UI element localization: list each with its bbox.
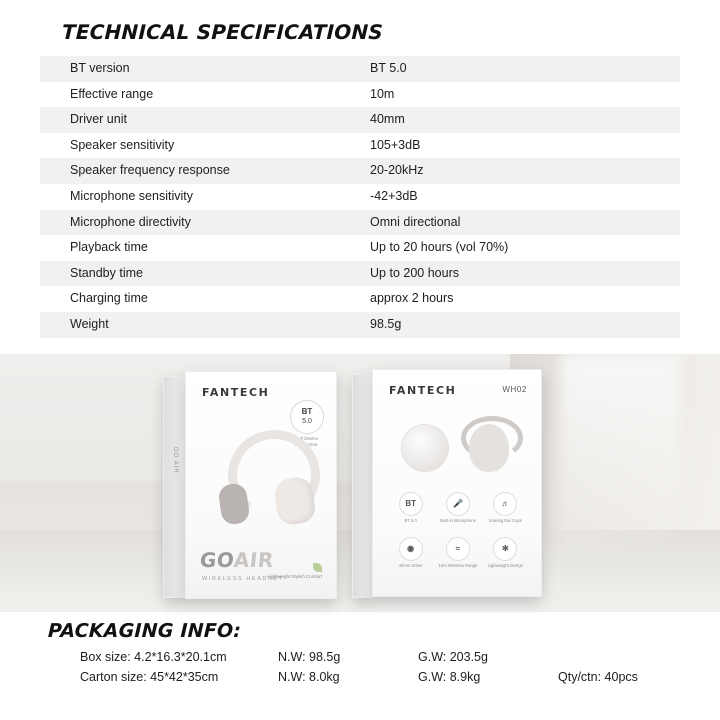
table-row — [40, 210, 680, 236]
bluetooth-icon: BT — [399, 492, 423, 516]
spec-value: 20-20kHz — [362, 158, 680, 184]
spec-key: Effective range — [40, 82, 362, 108]
table-row — [40, 184, 680, 210]
packaging-cell: N.W: 8.0kg — [278, 670, 340, 684]
product-box-front — [185, 371, 337, 599]
spec-key: Speaker frequency response — [40, 158, 362, 184]
feature-caption: 40mm Driver — [398, 563, 423, 569]
eco-tag — [267, 563, 322, 580]
table-row — [40, 158, 680, 184]
feature-caption: Built-in Microphone — [440, 518, 476, 523]
table-row — [40, 133, 680, 159]
packaging-cell: Qty/ctn: 40pcs — [558, 670, 638, 684]
model-label: WH02 — [502, 385, 527, 394]
earcup-shape — [401, 424, 449, 472]
spine-label: GO AIR — [172, 447, 178, 474]
table-row — [40, 56, 680, 82]
packaging-cell — [558, 650, 698, 664]
page-title: TECHNICAL SPECIFICATIONS — [61, 20, 384, 44]
feature-item — [482, 492, 529, 523]
driver-icon: ◉ — [399, 537, 423, 561]
spec-key: Microphone sensitivity — [40, 184, 362, 210]
brand-logo: FANTECH — [202, 386, 270, 399]
packaging-cell: G.W: 8.9kg — [418, 670, 481, 684]
eco-tag-label: Lightweight Stylish Comfort — [267, 574, 322, 579]
feature-caption: BT 5.0 — [404, 518, 417, 523]
packaging-row — [80, 670, 720, 684]
packaging-cell: G.W: 203.5g — [418, 650, 488, 664]
feature-caption: 10m Wireless Range — [438, 563, 478, 569]
feather-icon: ✻ — [493, 537, 517, 561]
box-spine-left — [163, 376, 186, 598]
feature-icon-grid — [387, 492, 529, 569]
spec-value: approx 2 hours — [362, 286, 680, 312]
spec-key: Weight — [40, 312, 362, 338]
table-row — [40, 261, 680, 287]
spec-key: Speaker sensitivity — [40, 133, 362, 159]
face-shape — [469, 424, 509, 472]
product-name — [199, 548, 275, 572]
spec-key: Charging time — [40, 286, 362, 312]
bluetooth-badge-caption: Dual Device Connection — [293, 436, 319, 447]
brand-logo: FANTECH — [389, 384, 457, 397]
spec-value: 98.5g — [362, 312, 680, 338]
headphone-icon: ♬ — [493, 492, 517, 516]
headphone-product-illustration — [214, 430, 314, 538]
technical-specifications-section — [0, 0, 720, 338]
feature-caption: Soaring Ear Cups — [488, 518, 522, 523]
spec-value: Up to 200 hours — [362, 261, 680, 287]
microphone-icon: 🎤 — [446, 492, 470, 516]
product-subtitle: WIRELESS HEADSET — [202, 576, 284, 582]
product-name-main: GO — [198, 548, 236, 572]
box-spine-middle — [352, 374, 373, 598]
specifications-table — [40, 56, 680, 338]
table-row — [40, 286, 680, 312]
spec-value: BT 5.0 — [362, 56, 680, 82]
packaging-cell: Box size: 4.2*16.3*20.1cm — [80, 650, 227, 664]
table-row — [40, 107, 680, 133]
bluetooth-badge-version: 5.0 — [302, 418, 312, 425]
spec-value: 105+3dB — [362, 133, 680, 159]
spec-key: Standby time — [40, 261, 362, 287]
wave-icon: ≈ — [446, 537, 470, 561]
table-row — [40, 235, 680, 261]
feature-item — [482, 537, 529, 568]
product-box-back — [372, 369, 542, 597]
product-packaging-photo — [0, 354, 720, 616]
head-silhouette — [459, 416, 517, 478]
packaging-row — [80, 650, 720, 664]
spec-key: Driver unit — [40, 107, 362, 133]
spec-key: BT version — [40, 56, 362, 82]
feature-caption: Lightweight Design — [487, 563, 524, 569]
packaging-info-section — [0, 612, 720, 720]
packaging-cell: Carton size: 45*42*35cm — [80, 670, 219, 684]
packaging-rows — [80, 650, 720, 684]
headset-illustration — [393, 412, 523, 484]
spec-key: Playback time — [40, 235, 362, 261]
bluetooth-badge-title: BT — [301, 407, 313, 416]
table-row — [40, 312, 680, 338]
feature-item — [387, 537, 434, 568]
product-name-accent: AIR — [232, 548, 275, 572]
bluetooth-badge — [290, 400, 324, 434]
spec-value: -42+3dB — [362, 184, 680, 210]
table-row — [40, 82, 680, 108]
feature-item — [434, 537, 481, 568]
spec-value: Omni directional — [362, 210, 680, 236]
packaging-title: PACKAGING INFO: — [47, 620, 242, 642]
spec-key: Microphone directivity — [40, 210, 362, 236]
feature-item — [434, 492, 481, 523]
spec-value: 40mm — [362, 107, 680, 133]
spec-value: 10m — [362, 82, 680, 108]
spec-value: Up to 20 hours (vol 70%) — [362, 235, 680, 261]
packaging-cell: N.W: 98.5g — [278, 650, 341, 664]
feature-item — [387, 492, 434, 523]
photo-light-beam — [560, 354, 680, 554]
leaf-icon — [313, 563, 322, 572]
